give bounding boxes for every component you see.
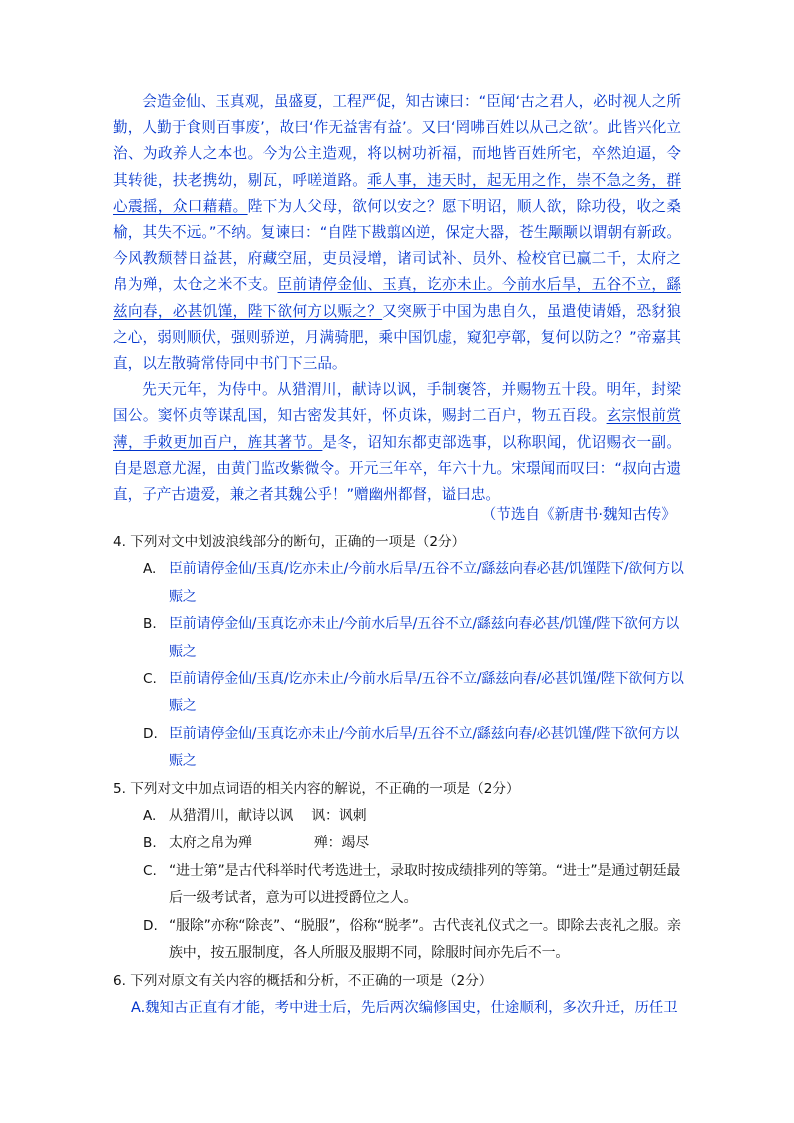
question-4-stem: 4. 下列对文中划波浪线部分的断句，正确的一项是（2分）	[113, 534, 466, 550]
option-label: A.	[143, 561, 157, 578]
passage-text: 陛下为人父母，欲何以安之？愿下明诏，顺人欲，除功役，收之桑榆，其失不远。”不纳。复谏曰：“自陛下戡翦凶逆，保定大器，苍生颙颙以谓朝有新政。今风教颓替日益甚，府藏空屈，吏员浸增，诸司试补、员外、检校官已赢二千，太府之帛为殚，太仓之米不支。	[113, 197, 681, 294]
question-6-stem: 6. 下列对原文有关内容的概括和分析，不正确的一项是（2分）	[113, 972, 493, 989]
option-label: B.	[143, 616, 157, 633]
option-label: A.	[143, 808, 157, 825]
option-label: D.	[143, 917, 158, 934]
question-list	[113, 529, 689, 1022]
question-4-option-b	[113, 611, 689, 666]
option-note: 殚：竭尽	[313, 835, 370, 852]
underlined-sentence: 玄宗恨前赏薄，手敕更加百户，旌其著节。	[113, 407, 681, 451]
passage-text: 又突厥于中国为患自久，虽遣使请婚，恐豺狼之心，弱则顺伏，强则骄逆，月满骑肥，乘中国饥虚，窥犯亭鄣，复何以防之？”帝嘉其直，以左散骑常侍同中书门下三品。	[113, 302, 681, 373]
passage-paragraph-2	[113, 377, 681, 508]
question-5-option-d	[113, 913, 689, 968]
source-citation: （节选自《新唐书·魏知古传》	[481, 506, 676, 523]
option-label: B.	[143, 835, 157, 852]
question-4-option-a	[113, 556, 689, 611]
passage-paragraph-1	[113, 89, 681, 377]
option-label: C.	[143, 862, 157, 879]
option-phrase: 从猎渭川，献诗以讽	[169, 808, 294, 825]
passage-text: 是冬，诏知东都吏部选事，以称职闻，优诏赐衣一副。自是恩意尤渥，由黄门监改紫微令。开元三年卒，年六十九。宋璟闻而叹曰：“叔向古遗直，子产古遗爱，兼之者其魏公乎！”赠幽州都督，谥曰忠。	[113, 433, 681, 504]
option-text	[169, 830, 689, 857]
option-text: “进士第”是古代科举时代考选进士，录取时按成绩排列的等第。“进士”是通过朝廷最后一级考试者，意为可以进授爵位之人。	[169, 862, 681, 907]
question-4-option-d	[113, 721, 689, 776]
option-phrase: 太府之帛为殚	[169, 835, 252, 852]
question-5-option-c	[113, 858, 689, 913]
option-text: 臣前请停金仙/玉真讫亦未止/今前水后旱/五谷不立/繇兹向春/必甚饥馑/陛下欲何方以赈之	[169, 725, 680, 770]
option-text: “服除”亦称“除丧”、“脱服”，俗称“脱孝”。古代丧礼仪式之一。即除去丧礼之服。亲族中，按五服制度，各人所服及服期不同，除服时间亦先后不一。	[169, 917, 681, 962]
option-label: D.	[143, 725, 158, 742]
option-label: C.	[143, 671, 157, 688]
question-5-option-b	[113, 830, 689, 857]
question-5-stem: 5. 下列对文中加点词语的相关内容的解说，不正确的一项是（2分）	[113, 780, 520, 797]
option-text: 臣前请停金仙/玉真/讫亦未止/今前水后旱/五谷不立/繇兹向春必甚/饥馑陛下/欲何方以赈之	[169, 561, 684, 605]
question-4-option-c	[113, 666, 689, 721]
option-text: 臣前请停金仙/玉真讫亦未止/今前水后旱/五谷不立/繇兹向春必甚/饥馑/陛下欲何方以赈之	[169, 616, 680, 660]
passage-text: 会造金仙、玉真观，虽盛夏，工程严促，知古谏曰：“臣闻‘古之君人，必时视人之所勤，人勤于食则百事废’，故曰‘作无益害有益’。又曰‘罔咈百姓以从己之欲’。此皆兴化立治、为政养人之本也。今为公主造观，将以树功祈福，而地皆百姓所宅，卒然迫逼，令其转徙，扶老携幼，剔瓦，呼嗟道路。	[113, 93, 681, 189]
option-text: 臣前请停金仙/玉真/讫亦未止/今前水后旱/五谷不立/繇兹向春/必甚饥馑/陛下欲何方以赈之	[169, 671, 684, 715]
question-5-option-a	[113, 803, 689, 830]
underlined-sentence: 乖人事，违天时，起无用之作，崇不急之务，群心震摇，众口藉藉。	[113, 171, 681, 215]
option-note: 讽：讽刺	[311, 808, 367, 825]
option-text	[169, 803, 689, 830]
classical-passage	[113, 89, 681, 508]
wavy-underlined-sentence: 臣前请停金仙、玉真，讫亦未止。今前水后旱，五谷不立，繇兹向春，必甚饥馑，陛下欲何方以赈之？	[113, 276, 681, 320]
question-6-option-a: A.魏知古正直有才能，考中进士后，先后两次编修国史，仕途顺利，多次升迁，历任卫	[131, 999, 678, 1016]
passage-text: 先天元年，为侍中。从猎渭川，献诗以讽，手制褒答，并赐物五十段。明年，封梁国公。窦怀贞等谋乱国，知古密发其奸，怀贞诛，赐封二百户，物五百段。	[113, 381, 681, 425]
